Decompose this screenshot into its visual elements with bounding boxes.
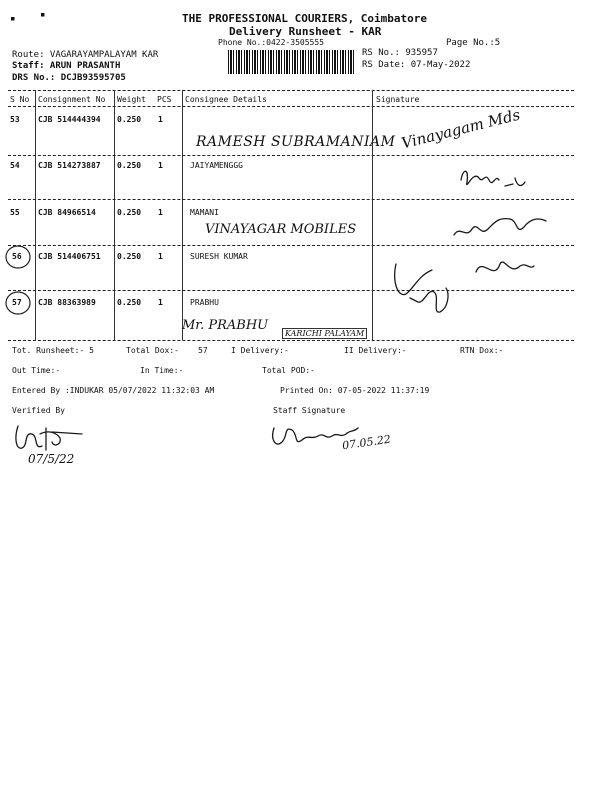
- corner-mark: ▪: [10, 14, 16, 24]
- row-weight: 0.250: [117, 208, 142, 217]
- row-sno: 57: [12, 298, 22, 307]
- entered-by: Entered By :INDUKAR 05/07/2022 11:32:03 AM: [12, 386, 215, 395]
- handwritten-name: VINAYAGAR MOBILES: [205, 222, 357, 237]
- col-pcs: PCS: [157, 95, 172, 104]
- row-pcs: 1: [158, 161, 163, 170]
- col-sno: S No: [10, 95, 30, 104]
- total-pod: Total POD:-: [262, 366, 315, 375]
- row-consignment: CJB 514273887: [38, 161, 101, 170]
- row-consignee: JAIYAMENGGG: [190, 161, 243, 170]
- circle-mark: [4, 244, 34, 270]
- handwritten-name: RAMESH SUBRAMANIAM: [196, 134, 396, 150]
- row-pcs: 1: [158, 298, 163, 307]
- handwritten-name: Mr. PRABHU: [182, 318, 269, 333]
- out-time: Out Time:-: [12, 366, 61, 375]
- row-divider: [8, 245, 574, 246]
- corner-mark: ▪: [40, 10, 46, 20]
- printed-on: Printed On: 07-05-2022 11:37:19: [280, 386, 430, 395]
- row-consignment: CJB 88363989: [38, 298, 96, 307]
- in-time: In Time:-: [140, 366, 184, 375]
- row-consignee: MAMANI: [190, 208, 219, 217]
- verified-signature: [12, 420, 92, 456]
- table-bottom-line: [8, 340, 574, 341]
- phone-number: Phone No.:0422-3505555: [218, 38, 324, 47]
- row-weight: 0.250: [117, 161, 142, 170]
- staff-name: Staff: ARUN PRASANTH: [12, 61, 121, 71]
- total-dox-label: Total Dox:-: [126, 346, 179, 355]
- total-runsheet: Tot. Runsheet:- 5: [12, 346, 94, 355]
- col-consignee: Consignee Details: [185, 95, 267, 104]
- document-title: Delivery Runsheet - KAR: [229, 25, 382, 38]
- staff-signature-label: Staff Signature: [273, 406, 346, 415]
- col-signature: Signature: [376, 95, 420, 104]
- i-delivery: I Delivery:-: [231, 346, 289, 355]
- row-consignment: CJB 514406751: [38, 252, 101, 261]
- row-pcs: 1: [158, 252, 163, 261]
- row-weight: 0.250: [117, 252, 142, 261]
- row-divider: [8, 290, 574, 291]
- signature-56: [470, 252, 540, 282]
- col-weight: Weight: [117, 95, 146, 104]
- table-top-line: [8, 90, 574, 91]
- rs-number: RS No.: 935957: [362, 48, 438, 58]
- row-consignment: CJB 84966514: [38, 208, 96, 217]
- circle-mark: [4, 290, 34, 316]
- verified-by-label: Verified By: [12, 406, 65, 415]
- rtn-dox: RTN Dox:-: [460, 346, 504, 355]
- signature-57: [388, 258, 468, 328]
- row-consignee: PRABHU: [190, 298, 219, 307]
- row-consignee: SURESH KUMAR: [190, 252, 248, 261]
- barcode: [228, 50, 354, 74]
- signature-55: [450, 205, 550, 245]
- row-divider: [8, 155, 574, 156]
- row-sno: 55: [10, 208, 20, 217]
- company-name: THE PROFESSIONAL COURIERS, Coimbatore: [182, 12, 428, 25]
- table-row: [0, 298, 600, 310]
- verified-date: 07/5/22: [28, 452, 75, 466]
- table-header-line: [8, 106, 574, 107]
- ii-delivery: II Delivery:-: [344, 346, 407, 355]
- page-number: Page No.:5: [446, 38, 501, 48]
- route: Route: VAGARAYAMPALAYAM KAR: [12, 50, 159, 60]
- drs-number: DRS No.: DCJB93595705: [12, 73, 126, 83]
- row-sno: 56: [12, 252, 22, 261]
- row-sno: 53: [10, 115, 20, 124]
- handwritten-signature: Vinayagam Mds: [399, 105, 522, 153]
- row-pcs: 1: [158, 208, 163, 217]
- row-consignment: CJB 514444394: [38, 115, 101, 124]
- row-weight: 0.250: [117, 115, 142, 124]
- signature-54: [455, 160, 535, 200]
- handwritten-address: KARICHI PALAYAM: [282, 328, 367, 339]
- staff-signature-date: 07.05.22: [341, 432, 392, 453]
- row-pcs: 1: [158, 115, 163, 124]
- total-dox-value: 57: [198, 346, 208, 355]
- row-weight: 0.250: [117, 298, 142, 307]
- col-consignment: Consignment No: [38, 95, 106, 104]
- row-sno: 54: [10, 161, 20, 170]
- rs-date: RS Date: 07-May-2022: [362, 60, 471, 70]
